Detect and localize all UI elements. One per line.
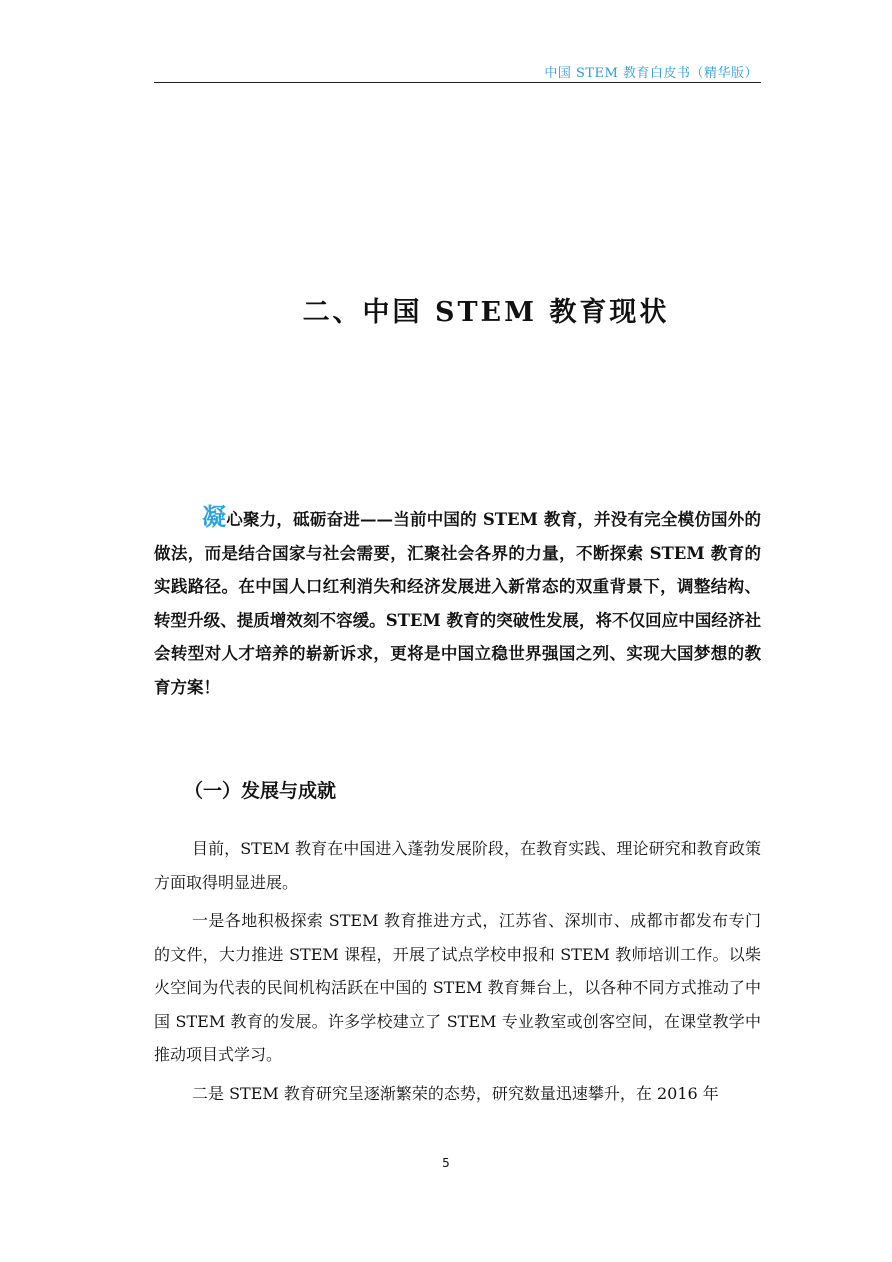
body-paragraph: 目前，STEM 教育在中国进入蓬勃发展阶段，在教育实践、理论研究和教育政策方面取得明显进展。 [154, 839, 761, 892]
header-rule [154, 82, 761, 83]
body-text [154, 832, 761, 1115]
intro-dropcap: 凝 [202, 502, 227, 531]
section-title: （一）发展与成就 [184, 779, 337, 802]
header-title: 中国 STEM 教育白皮书（精华版） [544, 66, 758, 81]
body-paragraph: 一是各地积极探索 STEM 教育推进方式，江苏省、深圳市、成都市都发布专门的文件，大力推进 STEM 课程，开展了试点学校申报和 STEM 教师培训工作。以柴火空间为代表的民间机构活跃在中国的 STEM 教育舞台上，以各种不同方式推动了中国 STEM 教育的发展。许多学校建立了 STEM 专业教室或创客空间，在课堂教学中推动项目式学习。 [154, 911, 761, 1064]
page-number: 5 [442, 1156, 450, 1170]
chapter-title: 二、中国 STEM 教育现状 [302, 297, 670, 329]
body-paragraph: 二是 STEM 教育研究呈逐渐繁荣的态势，研究数量迅速攀升，在 2016 年 [192, 1083, 719, 1103]
intro-text: 心聚力，砥砺奋进——当前中国的 STEM 教育，并没有完全模仿国外的做法，而是结合国家与社会需要，汇聚社会各界的力量，不断探索 STEM 教育的实践路径。在中国人口红利消失和经济发展进入新常态的双重背景下，调整结构、转型升级、提质增效刻不容缓。STEM 教育的突破性发展，将不仅回应中国经济社会转型对人才培养的崭新诉求，更将是中国立稳世界强国之列、实现大国梦想的教育方案！ [154, 510, 762, 697]
intro-paragraph [154, 500, 761, 704]
